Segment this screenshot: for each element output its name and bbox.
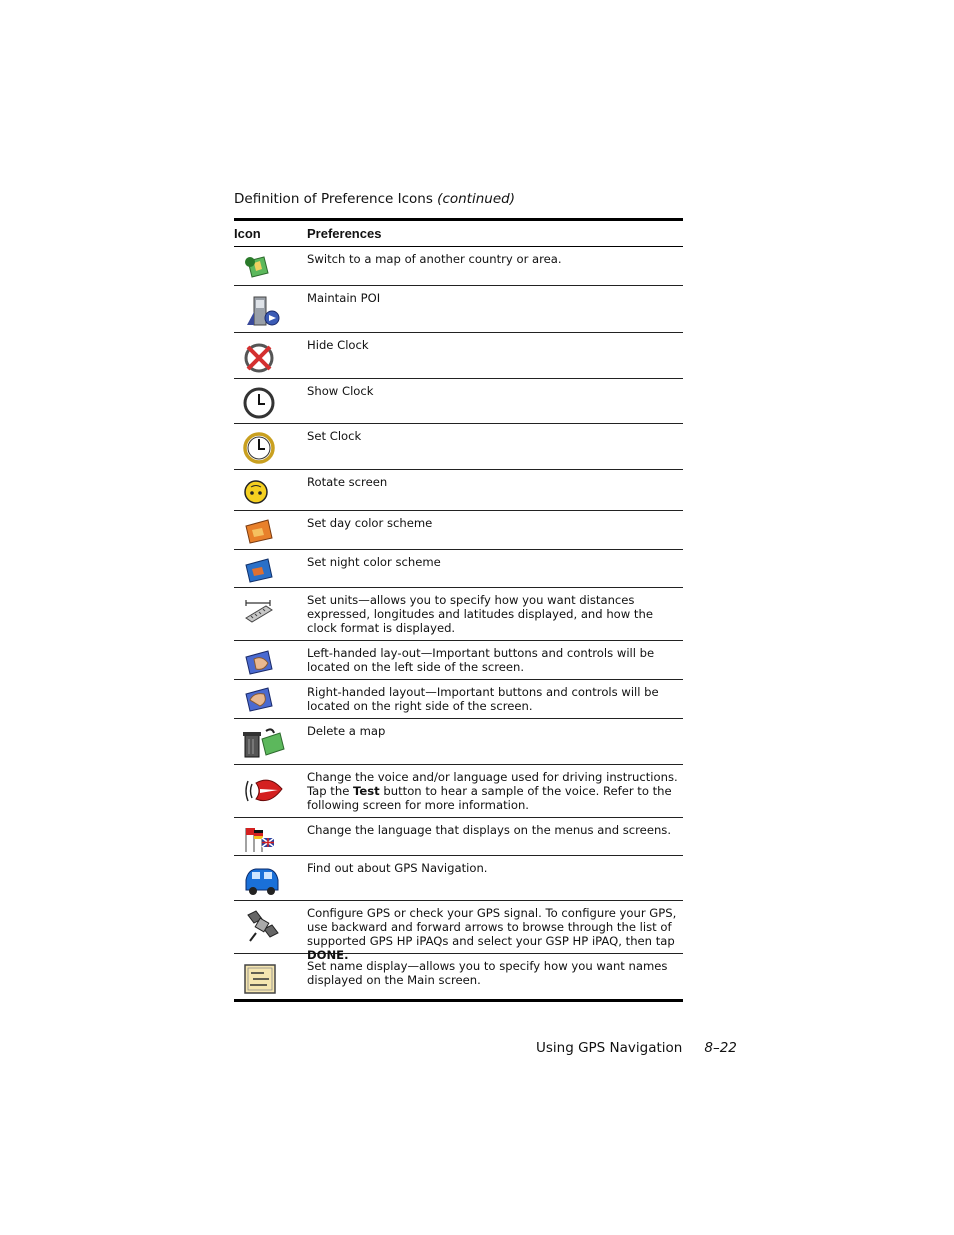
maintain-poi-icon bbox=[242, 294, 282, 328]
night-color-icon bbox=[242, 555, 276, 585]
day-color-icon bbox=[242, 516, 276, 546]
rotate-screen-icon bbox=[242, 478, 272, 506]
caption-continued: (continued) bbox=[437, 191, 515, 207]
row-text: Find out about GPS Navigation. bbox=[307, 861, 488, 875]
preference-icons-table bbox=[234, 218, 683, 1002]
row-text: Set day color scheme bbox=[307, 516, 433, 530]
right-hand-icon bbox=[242, 684, 276, 714]
table-row bbox=[234, 286, 683, 333]
left-hand-icon bbox=[242, 647, 276, 677]
language-flags-icon bbox=[242, 824, 278, 854]
table-row bbox=[234, 379, 683, 424]
table-row bbox=[234, 641, 683, 680]
table-row bbox=[234, 550, 683, 588]
page-number: 8–22 bbox=[704, 1040, 737, 1056]
show-clock-icon bbox=[242, 386, 276, 420]
table-row bbox=[234, 424, 683, 470]
row-text: Rotate screen bbox=[307, 475, 388, 489]
table-row bbox=[234, 680, 683, 719]
table-row bbox=[234, 765, 683, 818]
hide-clock-icon bbox=[242, 341, 276, 375]
table-row bbox=[234, 511, 683, 550]
row-text: Set name display—allows you to specify how you want names displayed on the Main screen. bbox=[307, 959, 668, 987]
caption-text: Definition of Preference Icons bbox=[234, 191, 438, 207]
car-icon bbox=[242, 864, 282, 898]
row-text: Set night color scheme bbox=[307, 555, 441, 569]
row-text: Set Clock bbox=[307, 429, 362, 443]
table-row bbox=[234, 818, 683, 856]
row-text: Switch to a map of another country or area. bbox=[307, 252, 562, 266]
footer-section: Using GPS Navigation bbox=[536, 1040, 683, 1056]
table-row bbox=[234, 333, 683, 379]
table-row bbox=[234, 901, 683, 962]
row-text: Hide Clock bbox=[307, 338, 369, 352]
page-footer bbox=[536, 1040, 737, 1056]
table-row bbox=[234, 954, 683, 999]
row-text: Right-handed layout—Important buttons and controls will be located on the right side of the screen. bbox=[307, 685, 659, 713]
table-caption bbox=[234, 191, 515, 207]
table-row bbox=[234, 588, 683, 641]
set-clock-icon bbox=[242, 431, 276, 465]
units-icon bbox=[242, 594, 276, 624]
row-text: Delete a map bbox=[307, 724, 386, 738]
row-text: Configure GPS or check your GPS signal. To configure your GPS, use backward and forward arrows to browse through the list of supported GPS HP iPAQs and select your GSP HP iPAQ, then tap DONE. bbox=[307, 906, 677, 962]
table-header bbox=[234, 221, 683, 247]
voice-icon bbox=[242, 773, 286, 809]
table-row bbox=[234, 247, 683, 286]
table-row bbox=[234, 470, 683, 511]
table-row bbox=[234, 719, 683, 765]
map-switch-icon bbox=[242, 253, 272, 281]
row-text: Show Clock bbox=[307, 384, 374, 398]
row-text: Set units—allows you to specify how you want distances expressed, longitudes and latitudes displayed, and how the clock format is displayed. bbox=[307, 593, 653, 635]
header-preferences: Preferences bbox=[307, 226, 382, 241]
row-text: Change the voice and/or language used for driving instructions. Tap the Test button to hear a sample of the voice. Refer to the following screen for more information. bbox=[307, 770, 678, 812]
row-text: Left-handed lay-out—Important buttons and controls will be located on the left side of the screen. bbox=[307, 646, 655, 674]
row-text: Change the language that displays on the menus and screens. bbox=[307, 823, 672, 837]
delete-map-icon bbox=[242, 727, 288, 761]
header-icon: Icon bbox=[234, 226, 261, 241]
table-row bbox=[234, 856, 683, 901]
row-text: Maintain POI bbox=[307, 291, 381, 305]
satellite-icon bbox=[242, 907, 282, 945]
name-display-icon bbox=[242, 962, 278, 996]
